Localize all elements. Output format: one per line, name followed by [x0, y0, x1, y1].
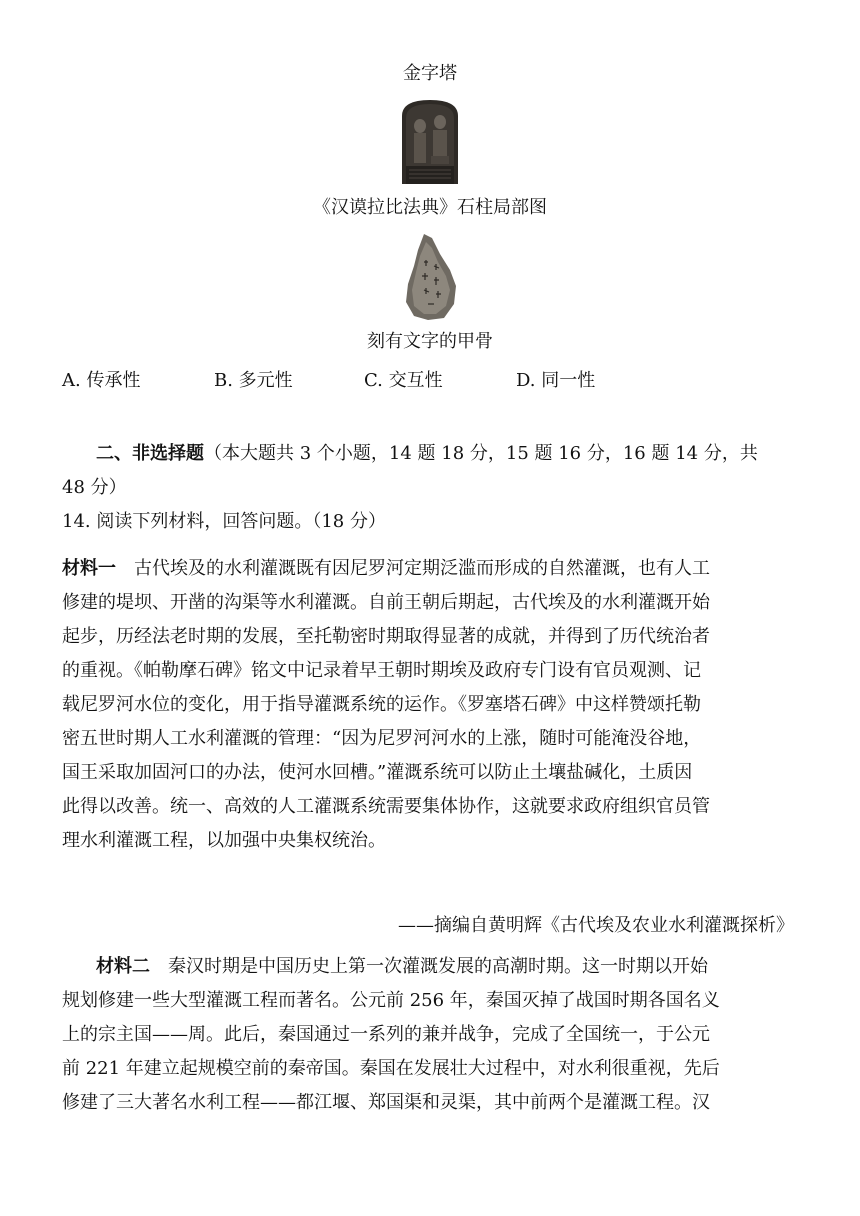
hammurabi-stele-image	[398, 98, 462, 184]
oracle-caption: 刻有文字的甲骨	[367, 331, 493, 352]
material-1-source: ——摘编自黄明辉《古代埃及农业水利灌溉探析》	[398, 915, 794, 936]
material-2	[62, 950, 794, 1120]
material-1-line: 理水利灌溉工程，以加强中央集权统治。	[62, 830, 386, 851]
option-a[interactable]: A. 传承性	[62, 370, 141, 391]
material-2-line: 修建了三大著名水利工程——都江堰、郑国渠和灵渠，其中前两个是灌溉工程。汉	[62, 1092, 710, 1113]
material-2-line: 规划修建一些大型灌溉工程而著名。公元前 256 年，秦国灭掉了战国时期各国名义	[62, 990, 720, 1011]
section2-note-line1: （本大题共 3 个小题，14 题 18 分，15 题 16 分，16 题 14 分，共	[204, 443, 758, 464]
material-1-label: 材料一	[62, 558, 116, 579]
option-b[interactable]: B. 多元性	[214, 370, 293, 391]
section2-heading: 二、非选择题	[96, 443, 204, 464]
option-d[interactable]: D. 同一性	[516, 370, 596, 391]
material-2-line: 秦汉时期是中国历史上第一次灌溉发展的高潮时期。这一时期以开始	[150, 956, 708, 977]
material-1-line: 密五世时期人工水利灌溉的管理：“因为尼罗河河水的上涨，随时可能淹没谷地，	[62, 728, 702, 749]
question-14-title: 14. 阅读下列材料，回答问题。（18 分）	[62, 511, 386, 532]
material-1-line: 载尼罗河水位的变化，用于指导灌溉系统的运作。《罗塞塔石碑》中这样赞颂托勒	[62, 694, 701, 715]
material-1-line: 修建的堤坝、开凿的沟渠等水利灌溉。自前王朝后期起，古代埃及的水利灌溉开始	[62, 592, 710, 613]
oracle-bone-image	[398, 232, 462, 322]
material-1-line: 此得以改善。统一、高效的人工灌溉系统需要集体协作，这就要求政府组织官员管	[62, 796, 710, 817]
material-2-line: 上的宗主国——周。此后，秦国通过一系列的兼并战争，完成了全国统一，于公元	[62, 1024, 710, 1045]
material-2-line: 前 221 年建立起规模空前的秦帝国。秦国在发展壮大过程中，对水利很重视，先后	[62, 1058, 720, 1079]
material-1	[62, 552, 794, 858]
option-c[interactable]: C. 交互性	[364, 370, 443, 391]
material-1-line: 古代埃及的水利灌溉既有因尼罗河定期泛滥而形成的自然灌溉，也有人工	[116, 558, 710, 579]
section2-header	[62, 437, 794, 505]
material-1-line: 的重视。《帕勒摩石碑》铭文中记录着早王朝时期埃及政府专门设有官员观测、记	[62, 660, 701, 681]
material-1-line: 起步，历经法老时期的发展，至托勒密时期取得显著的成就，并得到了历代统治者	[62, 626, 710, 647]
hammurabi-caption: 《汉谟拉比法典》石柱局部图	[313, 197, 547, 218]
answer-options	[62, 368, 822, 394]
material-2-label: 材料二	[96, 956, 150, 977]
section2-note-line2: 48 分）	[62, 477, 127, 498]
material-1-line: 国王采取加固河口的办法，使河水回槽。”灌溉系统可以防止土壤盐碱化，土质因	[62, 762, 693, 783]
pyramid-caption: 金字塔	[403, 63, 457, 84]
